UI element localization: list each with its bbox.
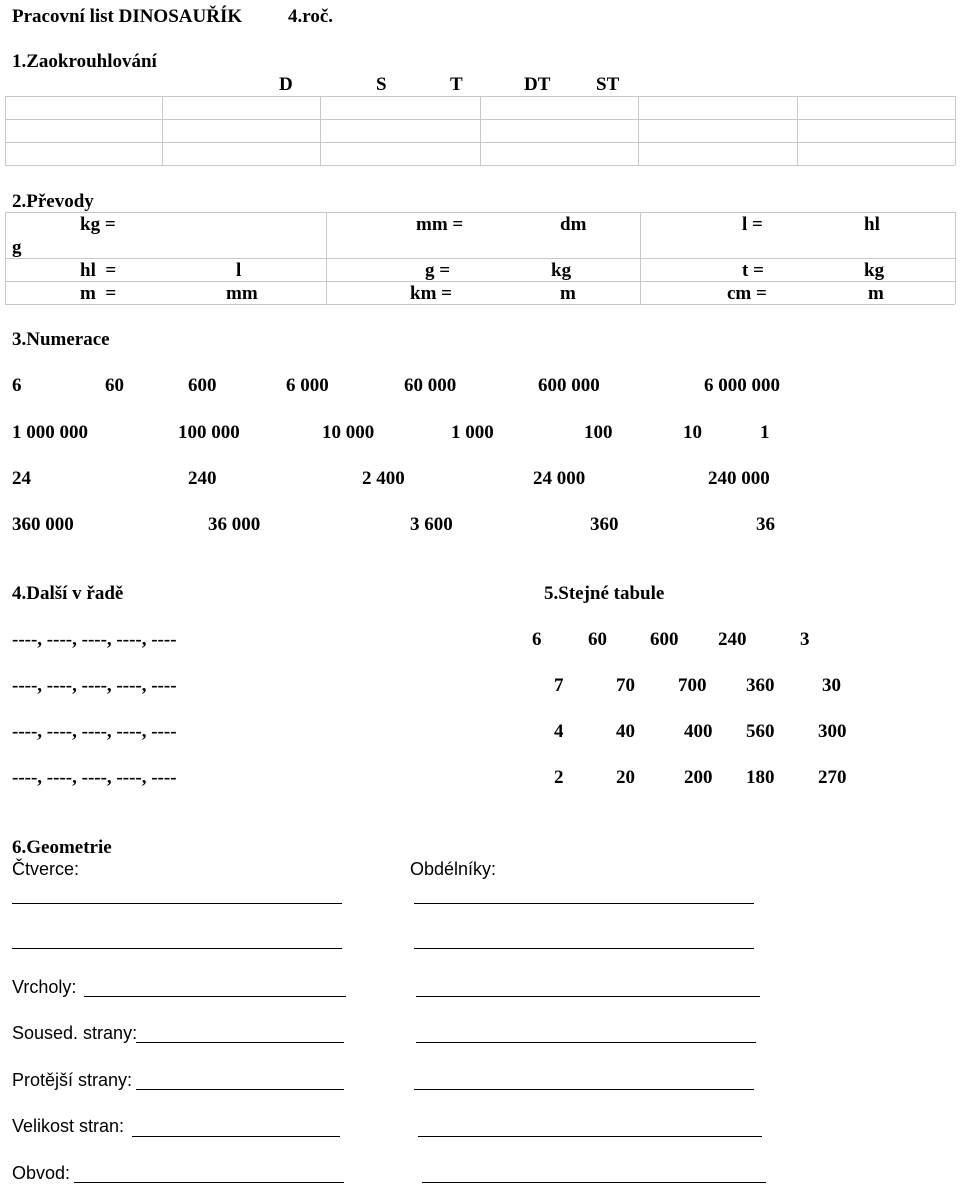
conversion-cell: m (560, 283, 576, 304)
number-item: 6 (12, 375, 22, 396)
table-value: 7 (554, 675, 564, 696)
number-item: 1 000 000 (12, 422, 88, 443)
conversion-cell: km = (410, 283, 452, 304)
number-item: 6 000 (286, 375, 329, 396)
column-header-st: ST (596, 74, 620, 95)
table-value: 600 (650, 629, 679, 650)
perimeter-label: Obvod: (12, 1163, 71, 1183)
conversion-cell: t = (742, 260, 764, 281)
conversion-cell: kg = (80, 214, 116, 235)
conversions-heading: 2.Převody (12, 191, 94, 212)
squares-answer-line[interactable] (12, 903, 342, 904)
table-value: 3 (800, 629, 810, 650)
conversion-cell: kg (864, 260, 885, 281)
number-item: 1 (760, 422, 770, 443)
table-value: 560 (746, 721, 775, 742)
sequence-blank-row[interactable]: ----, ----, ----, ----, ---- (12, 721, 177, 742)
number-item: 24 (12, 468, 31, 489)
table-value: 70 (616, 675, 635, 696)
opposite-sides-answer-line[interactable] (136, 1089, 344, 1090)
sequence-blank-row[interactable]: ----, ----, ----, ----, ---- (12, 675, 177, 696)
rectangles-perimeter-line[interactable] (422, 1182, 766, 1183)
number-item: 600 000 (538, 375, 600, 396)
table-value: 360 (746, 675, 775, 696)
adjacent-sides-label: Soused. strany: (12, 1023, 138, 1043)
rectangles-label: Obdélníky: (410, 859, 497, 879)
table-value: 2 (554, 767, 564, 788)
adjacent-sides-answer-line[interactable] (136, 1042, 344, 1043)
side-length-answer-line[interactable] (132, 1136, 340, 1137)
grade-label: 4.roč. (288, 6, 334, 27)
number-item: 360 000 (12, 514, 74, 535)
table-value: 4 (554, 721, 564, 742)
conversion-cell: kg (551, 260, 572, 281)
table-value: 240 (718, 629, 747, 650)
column-header-s: S (376, 74, 387, 95)
column-header-dt: DT (524, 74, 551, 95)
number-item: 10 (683, 422, 702, 443)
number-item: 2 400 (362, 468, 405, 489)
conversion-cell: hl (864, 214, 880, 235)
sequence-blank-row[interactable]: ----, ----, ----, ----, ---- (12, 767, 177, 788)
perimeter-answer-line[interactable] (74, 1182, 344, 1183)
table-value: 60 (588, 629, 607, 650)
number-item: 36 000 (208, 514, 261, 535)
number-item: 10 000 (322, 422, 375, 443)
tables-heading: 5.Stejné tabule (544, 583, 665, 604)
table-value: 700 (678, 675, 707, 696)
geometry-heading: 6.Geometrie (12, 837, 112, 858)
side-length-label: Velikost stran: (12, 1116, 125, 1136)
conversion-cell: l (236, 260, 242, 281)
column-header-t: T (450, 74, 463, 95)
sequence-blank-row[interactable]: ----, ----, ----, ----, ---- (12, 629, 177, 650)
conversion-cell: hl = (80, 260, 117, 281)
column-header-d: D (279, 74, 293, 95)
number-item: 600 (188, 375, 217, 396)
number-item: 36 (756, 514, 775, 535)
conversion-cell: g = (425, 260, 451, 281)
table-value: 180 (746, 767, 775, 788)
number-item: 6 000 000 (704, 375, 780, 396)
worksheet-title: Pracovní list DINOSAUŘÍK (12, 6, 243, 27)
squares-answer-line[interactable] (12, 948, 342, 949)
conversion-cell: m = (80, 283, 117, 304)
table-value: 400 (684, 721, 713, 742)
table-value: 30 (822, 675, 841, 696)
table-value: 300 (818, 721, 847, 742)
table-value: 200 (684, 767, 713, 788)
conversion-wrap-unit: g (12, 237, 22, 258)
rectangles-answer-line[interactable] (414, 903, 754, 904)
number-item: 60 (105, 375, 124, 396)
rectangles-side-length-line[interactable] (418, 1136, 762, 1137)
table-value: 40 (616, 721, 635, 742)
number-item: 60 000 (404, 375, 457, 396)
number-item: 100 (584, 422, 613, 443)
sequence-heading: 4.Další v řadě (12, 583, 124, 604)
table-value: 270 (818, 767, 847, 788)
opposite-sides-label: Protější strany: (12, 1070, 133, 1090)
number-item: 3 600 (410, 514, 453, 535)
conversion-cell: l = (742, 214, 763, 235)
rectangles-vertices-line[interactable] (416, 996, 760, 997)
conversion-cell: m (868, 283, 884, 304)
number-item: 240 (188, 468, 217, 489)
number-item: 1 000 (451, 422, 494, 443)
conversion-cell: mm = (416, 214, 464, 235)
conversion-cell: dm (560, 214, 587, 235)
conversion-cell: cm = (727, 283, 767, 304)
table-value: 20 (616, 767, 635, 788)
vertices-answer-line[interactable] (84, 996, 346, 997)
conversion-cell: mm (226, 283, 258, 304)
number-item: 360 (590, 514, 619, 535)
table-value: 6 (532, 629, 542, 650)
rectangles-adjacent-line[interactable] (416, 1042, 756, 1043)
number-item: 240 000 (708, 468, 770, 489)
vertices-label: Vrcholy: (12, 977, 77, 997)
number-item: 100 000 (178, 422, 240, 443)
rounding-heading: 1.Zaokrouhlování (12, 51, 157, 72)
squares-label: Čtverce: (12, 859, 80, 879)
rectangles-answer-line[interactable] (414, 948, 754, 949)
rectangles-opposite-line[interactable] (414, 1089, 754, 1090)
numbers-heading: 3.Numerace (12, 329, 110, 350)
number-item: 24 000 (533, 468, 586, 489)
